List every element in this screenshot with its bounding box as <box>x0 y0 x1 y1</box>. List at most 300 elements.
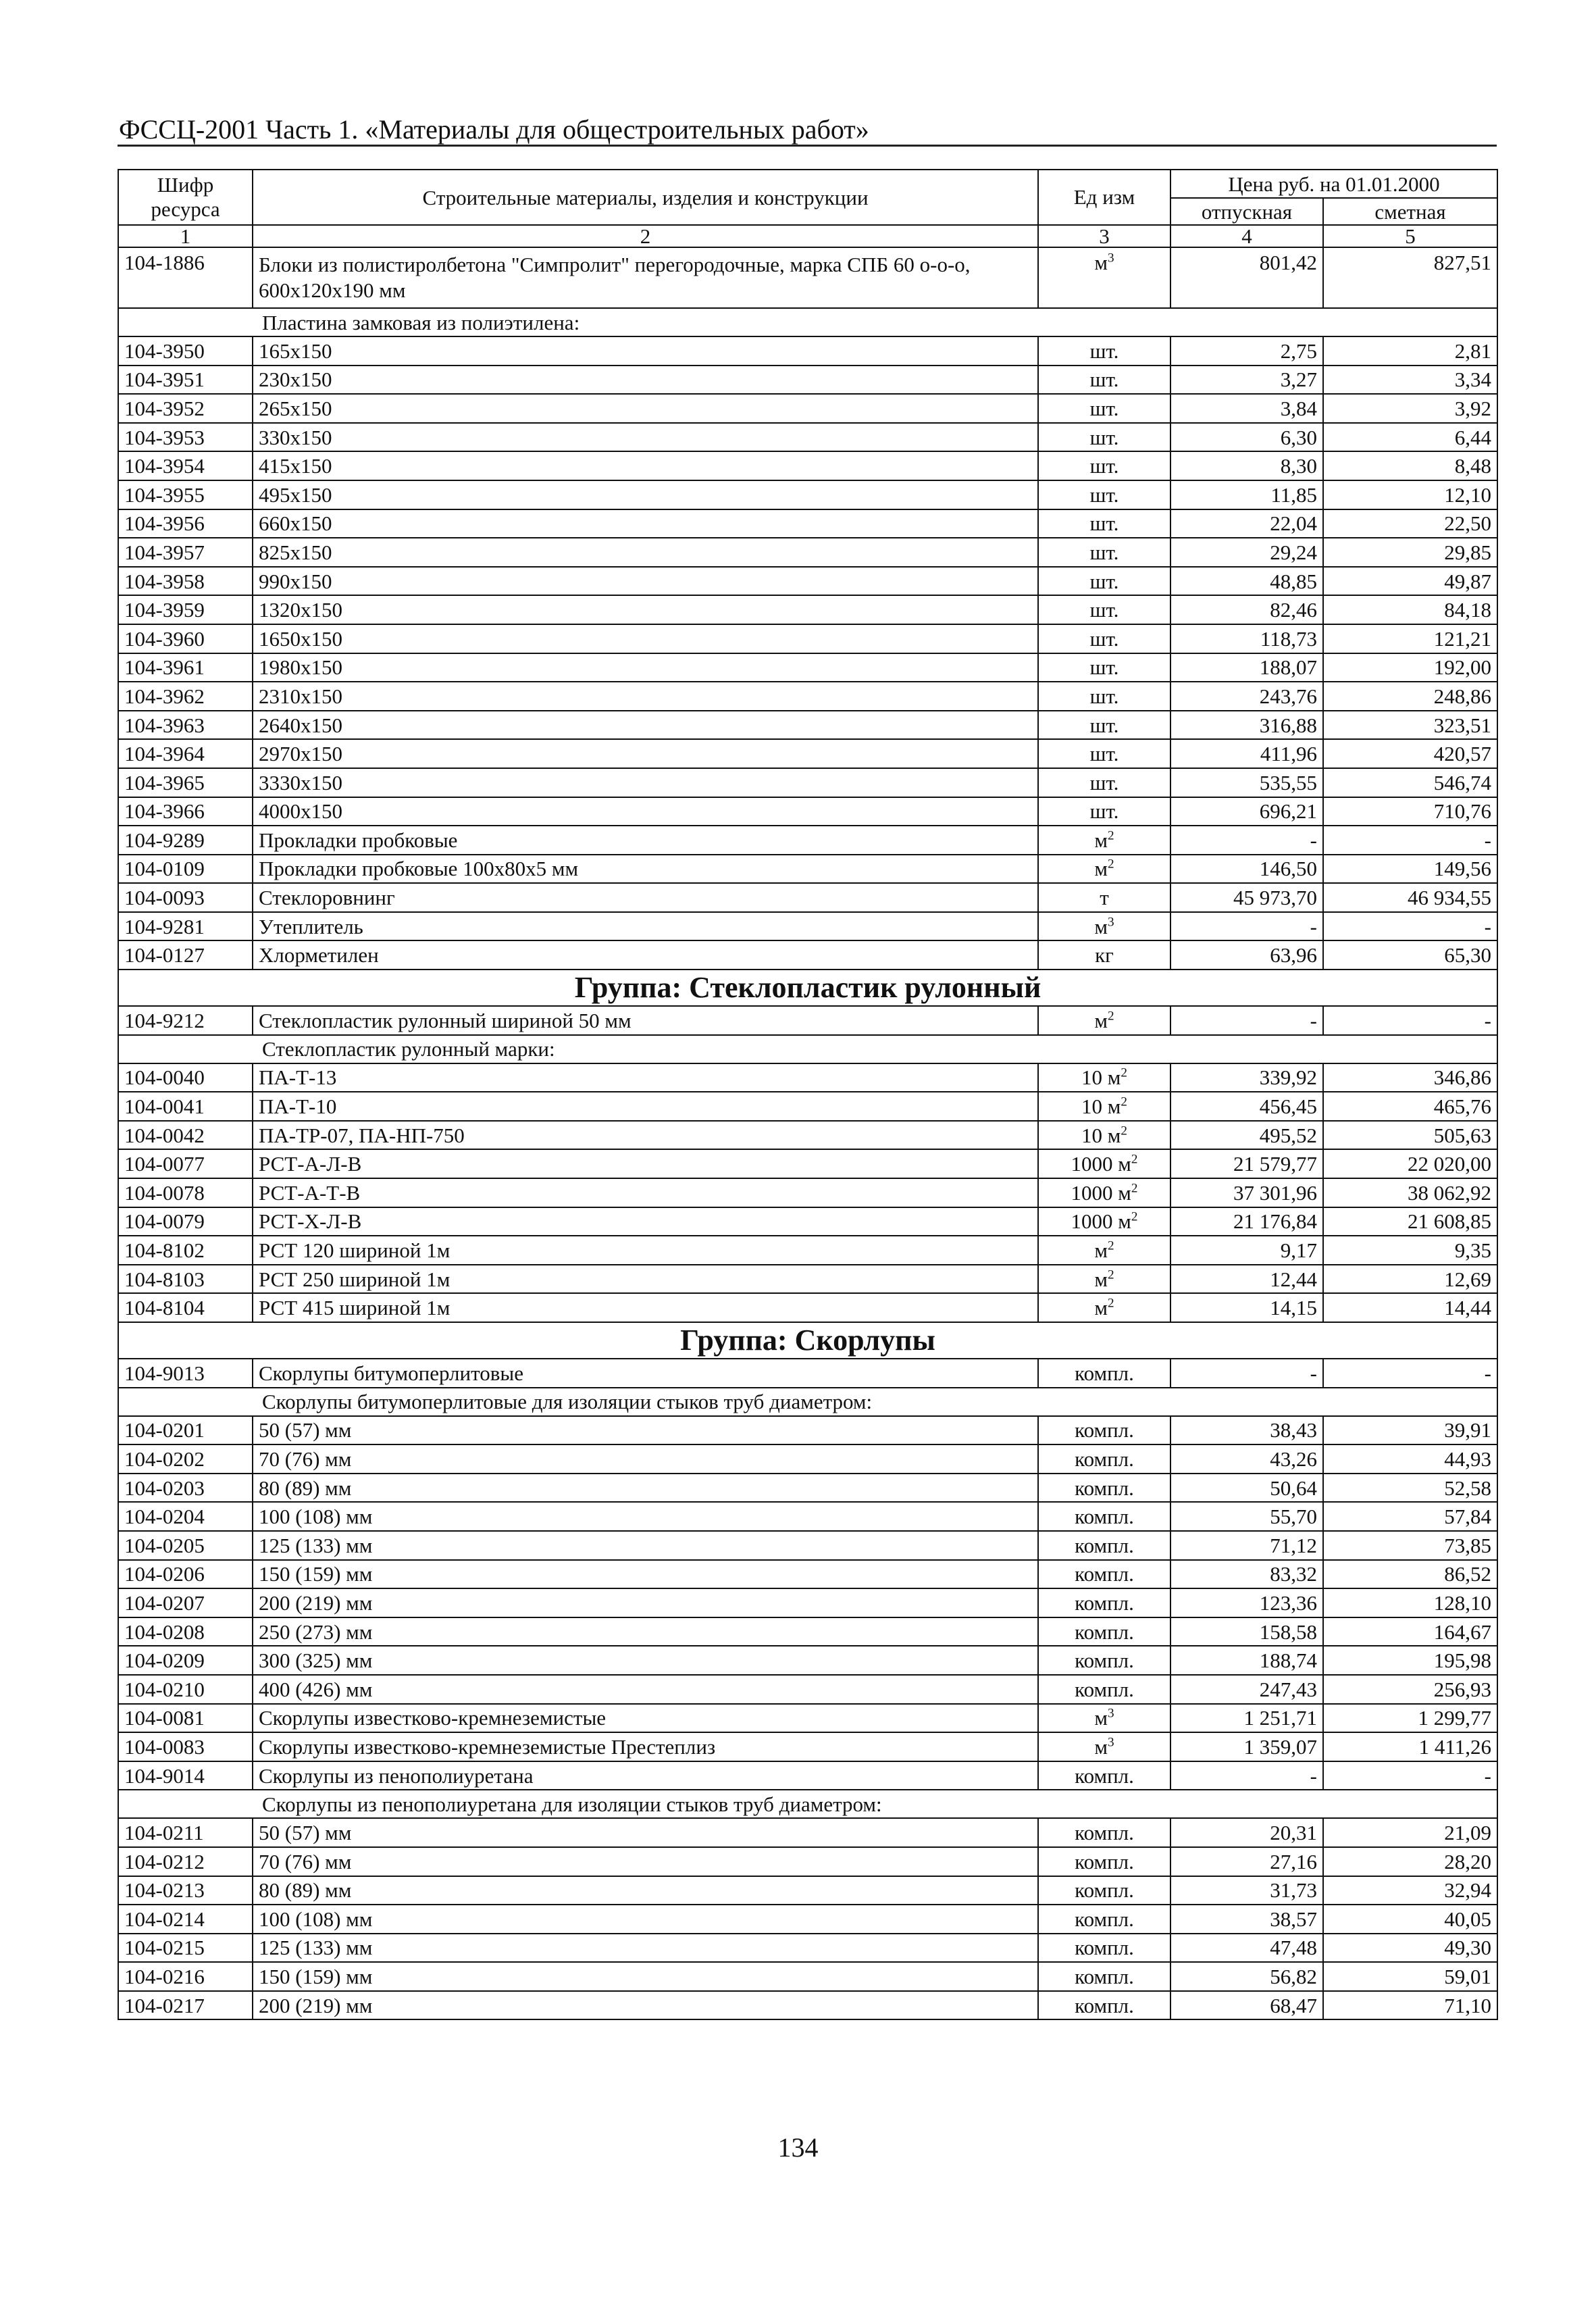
table-row <box>118 768 1497 797</box>
resource-code: 104-8104 <box>118 1293 253 1322</box>
table-row <box>118 797 1497 826</box>
unit-text: шт. <box>1089 598 1119 622</box>
estimate-price: 3,92 <box>1323 394 1497 423</box>
release-price: 339,92 <box>1170 1063 1323 1092</box>
release-price: 535,55 <box>1170 768 1323 797</box>
unit-cell <box>1038 826 1170 855</box>
estimate-price: 149,56 <box>1323 855 1497 884</box>
material-name: 2310x150 <box>253 682 1038 711</box>
unit-cell <box>1038 1178 1170 1207</box>
unit-text: шт. <box>1089 396 1119 420</box>
unit-cell <box>1038 1876 1170 1905</box>
resource-code: 104-3952 <box>118 394 253 423</box>
unit-cell <box>1038 1502 1170 1531</box>
release-price: - <box>1170 1359 1323 1388</box>
subheading-text: Скорлупы битумоперлитовые для изоляции стыков труб диаметром: <box>118 1388 1497 1416</box>
column-number: 5 <box>1323 225 1497 247</box>
table-row <box>118 1934 1497 1963</box>
unit-cell <box>1038 1149 1170 1178</box>
unit-cell <box>1038 1416 1170 1445</box>
resource-code: 104-9212 <box>118 1006 253 1035</box>
unit-cell <box>1038 1818 1170 1847</box>
release-price: 47,48 <box>1170 1934 1323 1963</box>
table-body <box>118 247 1497 2019</box>
resource-code: 104-3960 <box>118 624 253 653</box>
estimate-price: 22,50 <box>1323 509 1497 538</box>
unit-text: компл. <box>1075 1907 1134 1931</box>
release-price: 82,46 <box>1170 595 1323 624</box>
header-release-price: отпускная <box>1170 198 1323 225</box>
resource-code: 104-3962 <box>118 682 253 711</box>
material-name: 70 (76) мм <box>253 1444 1038 1474</box>
table-row <box>118 624 1497 653</box>
release-price: 38,57 <box>1170 1905 1323 1934</box>
estimate-price: 12,10 <box>1323 480 1497 509</box>
resource-code: 104-3965 <box>118 768 253 797</box>
release-price: 71,12 <box>1170 1531 1323 1560</box>
table-row <box>118 1474 1497 1503</box>
subheading-text: Стеклопластик рулонный марки: <box>118 1035 1497 1063</box>
unit-cell <box>1038 1761 1170 1790</box>
unit-text: компл. <box>1075 1505 1134 1529</box>
unit-text: 10 м <box>1081 1095 1121 1119</box>
unit-text: компл. <box>1075 1993 1134 2017</box>
resource-code: 104-0204 <box>118 1502 253 1531</box>
release-price: 316,88 <box>1170 711 1323 740</box>
unit-cell <box>1038 394 1170 423</box>
release-price: 1 359,07 <box>1170 1732 1323 1761</box>
table-row <box>118 1588 1497 1617</box>
unit-text: шт. <box>1089 742 1119 766</box>
resource-code: 104-0207 <box>118 1588 253 1617</box>
unit-text: шт. <box>1089 482 1119 507</box>
release-price: 8,30 <box>1170 451 1323 480</box>
table-row <box>118 1876 1497 1905</box>
resource-code: 104-3964 <box>118 739 253 768</box>
estimate-price: 14,44 <box>1323 1293 1497 1322</box>
resource-code: 104-9014 <box>118 1761 253 1790</box>
estimate-price: 21 608,85 <box>1323 1207 1497 1236</box>
unit-exponent: 2 <box>1108 857 1114 872</box>
release-price: 118,73 <box>1170 624 1323 653</box>
material-name: 495x150 <box>253 480 1038 509</box>
resource-code: 104-0081 <box>118 1704 253 1733</box>
unit-cell <box>1038 1121 1170 1150</box>
release-price: 38,43 <box>1170 1416 1323 1445</box>
unit-text: м <box>1094 914 1108 938</box>
table-row <box>118 1617 1497 1646</box>
unit-cell <box>1038 595 1170 624</box>
unit-exponent: 2 <box>1108 828 1114 843</box>
unit-text: м <box>1094 828 1108 852</box>
estimate-price: 73,85 <box>1323 1531 1497 1560</box>
estimate-price: 49,30 <box>1323 1934 1497 1963</box>
estimate-price: 46 934,55 <box>1323 883 1497 912</box>
release-price: - <box>1170 912 1323 941</box>
unit-cell <box>1038 711 1170 740</box>
estimate-price: 52,58 <box>1323 1474 1497 1503</box>
estimate-price: 827,51 <box>1323 247 1497 308</box>
unit-cell <box>1038 567 1170 596</box>
unit-text: 1000 м <box>1071 1152 1131 1176</box>
unit-exponent: 2 <box>1121 1066 1127 1081</box>
table-row <box>118 883 1497 912</box>
unit-text: компл. <box>1075 1562 1134 1586</box>
unit-exponent: 2 <box>1121 1124 1127 1138</box>
unit-cell <box>1038 1991 1170 2020</box>
subheading-text: Скорлупы из пенополиуретана для изоляции стыков труб диаметром: <box>118 1790 1497 1818</box>
table-row <box>118 855 1497 884</box>
material-name: Скорлупы известково-кремнеземистые <box>253 1704 1038 1733</box>
unit-cell <box>1038 423 1170 452</box>
release-price: 22,04 <box>1170 509 1323 538</box>
estimate-price: 1 411,26 <box>1323 1732 1497 1761</box>
unit-text: шт. <box>1089 454 1119 478</box>
estimate-price: 29,85 <box>1323 538 1497 567</box>
material-name: Стеклопластик рулонный шириной 50 мм <box>253 1006 1038 1035</box>
material-name: 400 (426) мм <box>253 1675 1038 1704</box>
resource-code: 104-0203 <box>118 1474 253 1503</box>
resource-code: 104-3954 <box>118 451 253 480</box>
release-price: 63,96 <box>1170 940 1323 970</box>
estimate-price: - <box>1323 826 1497 855</box>
resource-code: 104-0042 <box>118 1121 253 1150</box>
resource-code: 104-0212 <box>118 1847 253 1876</box>
unit-cell <box>1038 1560 1170 1589</box>
table-row <box>118 653 1497 682</box>
release-price: 495,52 <box>1170 1121 1323 1150</box>
unit-cell <box>1038 1646 1170 1675</box>
table-row <box>118 1991 1497 2020</box>
column-number: 3 <box>1038 225 1170 247</box>
release-price: 55,70 <box>1170 1502 1323 1531</box>
unit-cell <box>1038 247 1170 308</box>
resource-code: 104-8102 <box>118 1236 253 1265</box>
release-price: 56,82 <box>1170 1962 1323 1991</box>
release-price: 29,24 <box>1170 538 1323 567</box>
table-row <box>118 940 1497 970</box>
unit-text: компл. <box>1075 1763 1134 1788</box>
estimate-price: 86,52 <box>1323 1560 1497 1589</box>
material-name: 2640x150 <box>253 711 1038 740</box>
resource-code: 104-0209 <box>118 1646 253 1675</box>
table-row <box>118 1207 1497 1236</box>
unit-cell <box>1038 797 1170 826</box>
unit-text: 10 м <box>1081 1065 1121 1090</box>
release-price: 2,75 <box>1170 336 1323 366</box>
resource-code: 104-3953 <box>118 423 253 452</box>
release-price: 9,17 <box>1170 1236 1323 1265</box>
material-name: 330x150 <box>253 423 1038 452</box>
unit-exponent: 3 <box>1108 1735 1114 1750</box>
material-name: РСТ 250 шириной 1м <box>253 1265 1038 1294</box>
unit-cell <box>1038 1207 1170 1236</box>
resource-code: 104-3958 <box>118 567 253 596</box>
unit-text: компл. <box>1075 1936 1134 1960</box>
unit-text: шт. <box>1089 655 1119 680</box>
table-row <box>118 711 1497 740</box>
header-code: Шифр ресурса <box>118 170 253 225</box>
header-estimate-price: сметная <box>1323 198 1497 225</box>
release-price: 68,47 <box>1170 1991 1323 2020</box>
resource-code: 104-0201 <box>118 1416 253 1445</box>
page-number: 134 <box>777 2132 819 2163</box>
release-price: 1 251,71 <box>1170 1704 1323 1733</box>
table-header <box>118 170 1497 247</box>
table-row <box>118 1847 1497 1876</box>
estimate-price: 59,01 <box>1323 1962 1497 1991</box>
estimate-price: 248,86 <box>1323 682 1497 711</box>
estimate-price: 420,57 <box>1323 739 1497 768</box>
estimate-price: 121,21 <box>1323 624 1497 653</box>
table-row <box>118 1359 1497 1388</box>
unit-cell <box>1038 451 1170 480</box>
unit-cell <box>1038 509 1170 538</box>
unit-exponent: 2 <box>1131 1152 1138 1167</box>
material-name: 300 (325) мм <box>253 1646 1038 1675</box>
table-row <box>118 480 1497 509</box>
material-name: 80 (89) мм <box>253 1474 1038 1503</box>
estimate-price: 28,20 <box>1323 1847 1497 1876</box>
release-price: 43,26 <box>1170 1444 1323 1474</box>
unit-exponent: 2 <box>1121 1095 1127 1109</box>
estimate-price: 39,91 <box>1323 1416 1497 1445</box>
price-table <box>118 169 1498 2020</box>
unit-text: компл. <box>1075 1590 1134 1615</box>
unit-text: компл. <box>1075 1849 1134 1873</box>
table-row <box>118 1732 1497 1761</box>
unit-text: шт. <box>1089 540 1119 564</box>
group-title: Группа: Скорлупы <box>118 1322 1497 1359</box>
material-name: РСТ-Х-Л-В <box>253 1207 1038 1236</box>
unit-cell <box>1038 739 1170 768</box>
material-name: Скорлупы из пенополиуретана <box>253 1761 1038 1790</box>
estimate-price: 3,34 <box>1323 366 1497 395</box>
release-price: 188,07 <box>1170 653 1323 682</box>
unit-text: м <box>1094 857 1108 881</box>
unit-text: компл. <box>1075 1533 1134 1557</box>
unit-text: 10 м <box>1081 1123 1121 1147</box>
unit-cell <box>1038 653 1170 682</box>
release-price: 3,27 <box>1170 366 1323 395</box>
estimate-price: 323,51 <box>1323 711 1497 740</box>
release-price: - <box>1170 1006 1323 1035</box>
unit-text: м <box>1094 251 1108 274</box>
unit-cell <box>1038 1704 1170 1733</box>
release-price: - <box>1170 1761 1323 1790</box>
table-row <box>118 1293 1497 1322</box>
material-name: 125 (133) мм <box>253 1934 1038 1963</box>
release-price: 45 973,70 <box>1170 883 1323 912</box>
estimate-price: - <box>1323 912 1497 941</box>
unit-text: компл. <box>1075 1649 1134 1673</box>
table-row <box>118 1560 1497 1589</box>
unit-text: м <box>1094 1008 1108 1032</box>
resource-code: 104-0213 <box>118 1876 253 1905</box>
unit-text: компл. <box>1075 1361 1134 1385</box>
column-number: 4 <box>1170 225 1323 247</box>
resource-code: 104-0206 <box>118 1560 253 1589</box>
table-row <box>118 912 1497 941</box>
unit-cell <box>1038 1847 1170 1876</box>
unit-cell <box>1038 1588 1170 1617</box>
unit-text: шт. <box>1089 338 1119 363</box>
resource-code: 104-3966 <box>118 797 253 826</box>
table-row <box>118 394 1497 423</box>
material-name: Скорлупы битумоперлитовые <box>253 1359 1038 1388</box>
unit-cell <box>1038 1617 1170 1646</box>
resource-code: 104-0205 <box>118 1531 253 1560</box>
resource-code: 104-9281 <box>118 912 253 941</box>
estimate-price: 22 020,00 <box>1323 1149 1497 1178</box>
material-name: 70 (76) мм <box>253 1847 1038 1876</box>
unit-exponent: 2 <box>1131 1210 1138 1225</box>
unit-text: шт. <box>1089 684 1119 708</box>
subheading-text: Пластина замковая из полиэтилена: <box>118 308 1497 336</box>
resource-code: 104-0078 <box>118 1178 253 1207</box>
table-row <box>118 1962 1497 1991</box>
table-row <box>118 509 1497 538</box>
table-row <box>118 1416 1497 1445</box>
unit-cell <box>1038 1531 1170 1560</box>
estimate-price: 6,44 <box>1323 423 1497 452</box>
resource-code: 104-0214 <box>118 1905 253 1934</box>
table-row <box>118 451 1497 480</box>
unit-cell <box>1038 1934 1170 1963</box>
material-name: 125 (133) мм <box>253 1531 1038 1560</box>
release-price: 20,31 <box>1170 1818 1323 1847</box>
material-name: 200 (219) мм <box>253 1991 1038 2020</box>
material-name: 825x150 <box>253 538 1038 567</box>
resource-code: 104-0093 <box>118 883 253 912</box>
table-row <box>118 1149 1497 1178</box>
estimate-price: 12,69 <box>1323 1265 1497 1294</box>
subheading-row <box>118 308 1497 336</box>
material-name: 1650x150 <box>253 624 1038 653</box>
release-price: 6,30 <box>1170 423 1323 452</box>
unit-exponent: 3 <box>1108 915 1114 930</box>
resource-code: 104-0041 <box>118 1092 253 1121</box>
resource-code: 104-0216 <box>118 1962 253 1991</box>
unit-text: м <box>1094 1267 1108 1291</box>
table-row <box>118 1444 1497 1474</box>
unit-text: шт. <box>1089 799 1119 824</box>
material-name: Скорлупы известково-кремнеземистые Престеплиз <box>253 1732 1038 1761</box>
resource-code: 104-3950 <box>118 336 253 366</box>
release-price: 243,76 <box>1170 682 1323 711</box>
table-row <box>118 247 1497 308</box>
estimate-price: 195,98 <box>1323 1646 1497 1675</box>
estimate-price: 2,81 <box>1323 336 1497 366</box>
material-name: 80 (89) мм <box>253 1876 1038 1905</box>
release-price: 188,74 <box>1170 1646 1323 1675</box>
estimate-price: 44,93 <box>1323 1444 1497 1474</box>
resource-code: 104-9013 <box>118 1359 253 1388</box>
release-price: 801,42 <box>1170 247 1323 308</box>
unit-text: компл. <box>1075 1447 1134 1471</box>
table-row <box>118 1178 1497 1207</box>
table-row <box>118 1063 1497 1092</box>
unit-text: компл. <box>1075 1821 1134 1845</box>
estimate-price: 465,76 <box>1323 1092 1497 1121</box>
resource-code: 104-3951 <box>118 366 253 395</box>
release-price: 411,96 <box>1170 739 1323 768</box>
release-price: 696,21 <box>1170 797 1323 826</box>
material-name: ПА-ТР-07, ПА-НП-750 <box>253 1121 1038 1150</box>
table-row <box>118 538 1497 567</box>
material-name: РСТ-А-Л-В <box>253 1149 1038 1178</box>
release-price: - <box>1170 826 1323 855</box>
estimate-price: 164,67 <box>1323 1617 1497 1646</box>
table-row <box>118 1704 1497 1733</box>
table-row <box>118 682 1497 711</box>
unit-cell <box>1038 336 1170 366</box>
unit-cell <box>1038 1293 1170 1322</box>
unit-text: кг <box>1095 943 1114 967</box>
resource-code: 104-0127 <box>118 940 253 970</box>
table-row <box>118 1265 1497 1294</box>
material-name: 660x150 <box>253 509 1038 538</box>
material-name: 165x150 <box>253 336 1038 366</box>
unit-text: шт. <box>1089 626 1119 651</box>
release-price: 21 579,77 <box>1170 1149 1323 1178</box>
table-row <box>118 1092 1497 1121</box>
estimate-price: 49,87 <box>1323 567 1497 596</box>
release-price: 31,73 <box>1170 1876 1323 1905</box>
unit-text: компл. <box>1075 1619 1134 1644</box>
resource-code: 104-1886 <box>118 247 253 308</box>
document-title: ФССЦ-2001 Часть 1. «Материалы для общестроительных работ» <box>119 114 869 145</box>
material-name: 50 (57) мм <box>253 1416 1038 1445</box>
unit-exponent: 2 <box>1108 1009 1114 1024</box>
release-price: 14,15 <box>1170 1293 1323 1322</box>
estimate-price: 40,05 <box>1323 1905 1497 1934</box>
material-name: 1980x150 <box>253 653 1038 682</box>
resource-code: 104-3959 <box>118 595 253 624</box>
table-row <box>118 1646 1497 1675</box>
material-name: ПА-Т-10 <box>253 1092 1038 1121</box>
release-price: 37 301,96 <box>1170 1178 1323 1207</box>
unit-exponent: 2 <box>1108 1267 1114 1282</box>
table-row <box>118 739 1497 768</box>
unit-cell <box>1038 1474 1170 1503</box>
material-name: Хлорметилен <box>253 940 1038 970</box>
title-rule <box>118 145 1497 147</box>
release-price: 12,44 <box>1170 1265 1323 1294</box>
resource-code: 104-0208 <box>118 1617 253 1646</box>
resource-code: 104-0077 <box>118 1149 253 1178</box>
release-price: 11,85 <box>1170 480 1323 509</box>
table-row <box>118 423 1497 452</box>
material-name: РСТ 415 шириной 1м <box>253 1293 1038 1322</box>
material-name: 100 (108) мм <box>253 1502 1038 1531</box>
unit-cell <box>1038 1905 1170 1934</box>
material-name: 200 (219) мм <box>253 1588 1038 1617</box>
resource-code: 104-0211 <box>118 1818 253 1847</box>
unit-cell <box>1038 940 1170 970</box>
unit-exponent: 3 <box>1108 1707 1114 1721</box>
estimate-price: 32,94 <box>1323 1876 1497 1905</box>
estimate-price: - <box>1323 1006 1497 1035</box>
material-name: 1320x150 <box>253 595 1038 624</box>
estimate-price: - <box>1323 1359 1497 1388</box>
unit-cell <box>1038 1359 1170 1388</box>
material-name: 250 (273) мм <box>253 1617 1038 1646</box>
release-price: 83,32 <box>1170 1560 1323 1589</box>
material-name: 2970x150 <box>253 739 1038 768</box>
estimate-price: 505,63 <box>1323 1121 1497 1150</box>
estimate-price: 546,74 <box>1323 768 1497 797</box>
